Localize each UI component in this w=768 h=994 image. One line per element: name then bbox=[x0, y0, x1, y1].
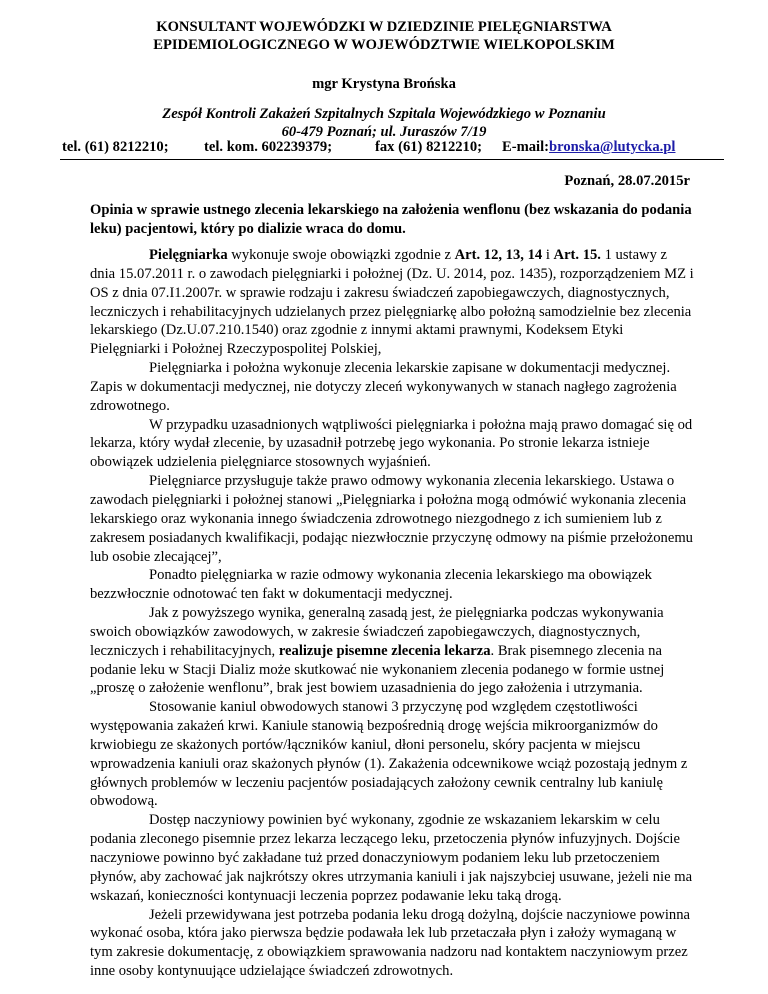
paragraph-1 bbox=[90, 246, 695, 359]
p1-text-1: wykonuje swoje obowiązki zgodnie z bbox=[227, 247, 455, 263]
p6-bold-1: realizuje pisemne zlecenia lekarza bbox=[278, 642, 491, 659]
p6-text-1: Jak z powyższego wynika, generalną zasadą jest, że pielęgniarka podczas wykonywania swoich obowiązków zawodowych, w zakresie świadczeń zapobiegawczych, diagnostycznych, leczniczych i rehabilitacyjnych, bbox=[90, 605, 664, 659]
p1-bold-1: Pielęgniarka bbox=[149, 247, 228, 263]
author-name: mgr Krystyna Brońska bbox=[312, 76, 456, 92]
p1-text-2: i bbox=[542, 247, 554, 263]
paragraph-9: Jeżeli przewidywana jest potrzeba podania leku drogą dożylną, dojście naczyniowe powinna wykonać osoba, która jako pierwsza będzie podawała lek lub przetaczała płyn i założy wymaganą w tym zakresie dokumentację, z obowiązkiem sprawowania nadzoru nad kontaktem naczyniowym przez inne osoby kontynuujące udzielające świadczeń zdrowotnych. bbox=[90, 906, 690, 980]
paragraph-7: Stosowanie kaniul obwodowych stanowi 3 przyczynę pod względem częstotliwości występowania zakażeń krwi. Kaniule stanowią bezpośrednią drogę wejścia mikroorganizmów do krwiobiegu ze skażonych portów/łączników kaniul, dłoni personelu, skóry pacjenta w miejscu wprowadzenia kaniuli oraz skażonych płynów (1). Zakażenia odcewnikowe wciąż pozostają jednym z głównych problemów w leczeniu pacjentów posiadających założony cewnik centralny lub kaniulę obwodową. bbox=[90, 699, 688, 810]
p6-text-2: . Brak pisemnego zlecenia na podanie leku w Stacji Dializ może skutkować nie wykonaniem zlecenia podanego w formie ustnej „proszę o założenie wenflonu”, brak jest bowiem uzasadnienia do jego założenia i utrzymania. bbox=[90, 642, 665, 697]
p1-bold-2: Art. 12, 13, 14 bbox=[454, 247, 543, 263]
header-line-1: KONSULTANT WOJEWÓDZKI W DZIEDZINIE PIELĘGNIARSTWA bbox=[156, 19, 612, 35]
opinion-title: Opinia w sprawie ustnego zlecenia lekarskiego na założenia wenflonu (bez wskazania do podania leku) pacjentowi, który po dializie wraca do domu. bbox=[90, 202, 692, 237]
phone: tel. (61) 8212210; bbox=[62, 139, 169, 155]
document-date: Poznań, 28.07.2015r bbox=[564, 173, 690, 189]
paragraph-4: Pielęgniarce przysługuje także prawo odmowy wykonania zlecenia lekarskiego. Ustawa o zawodach pielęgniarki i położnej stanowi „Pielęgniarka i położna mogą odmówić wykonania zlecenia lekarskiego oraz wykonania innego świadczenia zdrowotnego niezgodnego z ich sumieniem lub z zakresem posiadanych kwalifikacji, podając niezwłocznie przyczynę odmowy na piśmie przełożonemu lub osobie zlecającej”, bbox=[90, 473, 693, 565]
mobile-phone: tel. kom. 602239379; bbox=[204, 139, 333, 155]
opinion-body bbox=[90, 246, 695, 981]
email bbox=[502, 138, 675, 156]
consultant-header bbox=[0, 18, 768, 54]
paragraph-2: Pielęgniarka i położna wykonuje zlecenia lekarskie zapisane w dokumentacji medycznej. Zapis w dokumentacji medycznej, nie dotyczy zleceń wykonywanych w stanach nagłego zagrożenia zdrowotnego. bbox=[90, 360, 677, 414]
p1-text-3: 1 ustawy z dnia 15.07.2011 r. o zawodach pielęgniarki i położnej (Dz. U. 2014, poz. 1435), rozporządzeniem MZ i OS z dnia 07.I1.2007r. w sprawie rodzaju i zakresu świadczeń zapobiegawczych, diagnostycznych, leczniczych i rehabilitacyjnych udzielanych przez pielęgniarkę albo położną samodzielnie bez zlecenia lekarskiego (Dz.U.07.210.1540) oraz zgodnie z innymi aktami prawnymi, Kodeksem Etyki Pielęgniarki i Położnej Rzeczypospolitej Polskiej, bbox=[90, 247, 694, 358]
paragraph-5: Ponadto pielęgniarka w razie odmowy wykonania zlecenia lekarskiego ma obowiązek bezzwłocznie odnotować ten fakt w dokumentacji medycznej. bbox=[90, 567, 652, 603]
email-link[interactable]: bronska@lutycka.pl bbox=[549, 139, 676, 155]
contact-line bbox=[62, 138, 722, 156]
team-street: 60-479 Poznań; ul. Juraszów 7/19 bbox=[281, 124, 487, 140]
p1-bold-3: Art. 15. bbox=[553, 247, 601, 263]
fax: fax (61) 8212210; bbox=[375, 139, 483, 155]
paragraph-8: Dostęp naczyniowy powinien być wykonany, zgodnie ze wskazaniem lekarskim w celu podania zleconego pisemnie przez lekarza leczącego leku, przetoczenia płynów infuzyjnych. Dojście naczyniowe powinno być zakładane tuż przed donaczyniowym podaniem leku lub przetoczeniem płynów, aby zachować jak najkrótszy okres utrzymania kaniuli i jak najszybciej usuwane, jeżeli nie ma wskazań, konieczności kontynuacji leczenia poprzez podawanie leku taką drogą. bbox=[90, 812, 693, 904]
team-name: Zespół Kontroli Zakażeń Szpitalnych Szpitala Wojewódzkiego w Poznaniu bbox=[162, 106, 606, 122]
header-divider bbox=[60, 159, 724, 160]
email-label: E-mail: bbox=[502, 139, 550, 155]
team-address bbox=[0, 105, 768, 141]
paragraph-3: W przypadku uzasadnionych wątpliwości pielęgniarka i położna mają prawo domagać się od lekarza, który wydał zlecenie, by uzasadnił potrzebę jego wykonania. Po stronie lekarza istnieje obowiązek udzielenia pielęgniarce stosownych wyjaśnień. bbox=[90, 416, 693, 471]
header-line-2: EPIDEMIOLOGICZNEGO W WOJEWÓDZTWIE WIELKOPOLSKIM bbox=[153, 37, 615, 53]
paragraph-6 bbox=[90, 604, 695, 698]
